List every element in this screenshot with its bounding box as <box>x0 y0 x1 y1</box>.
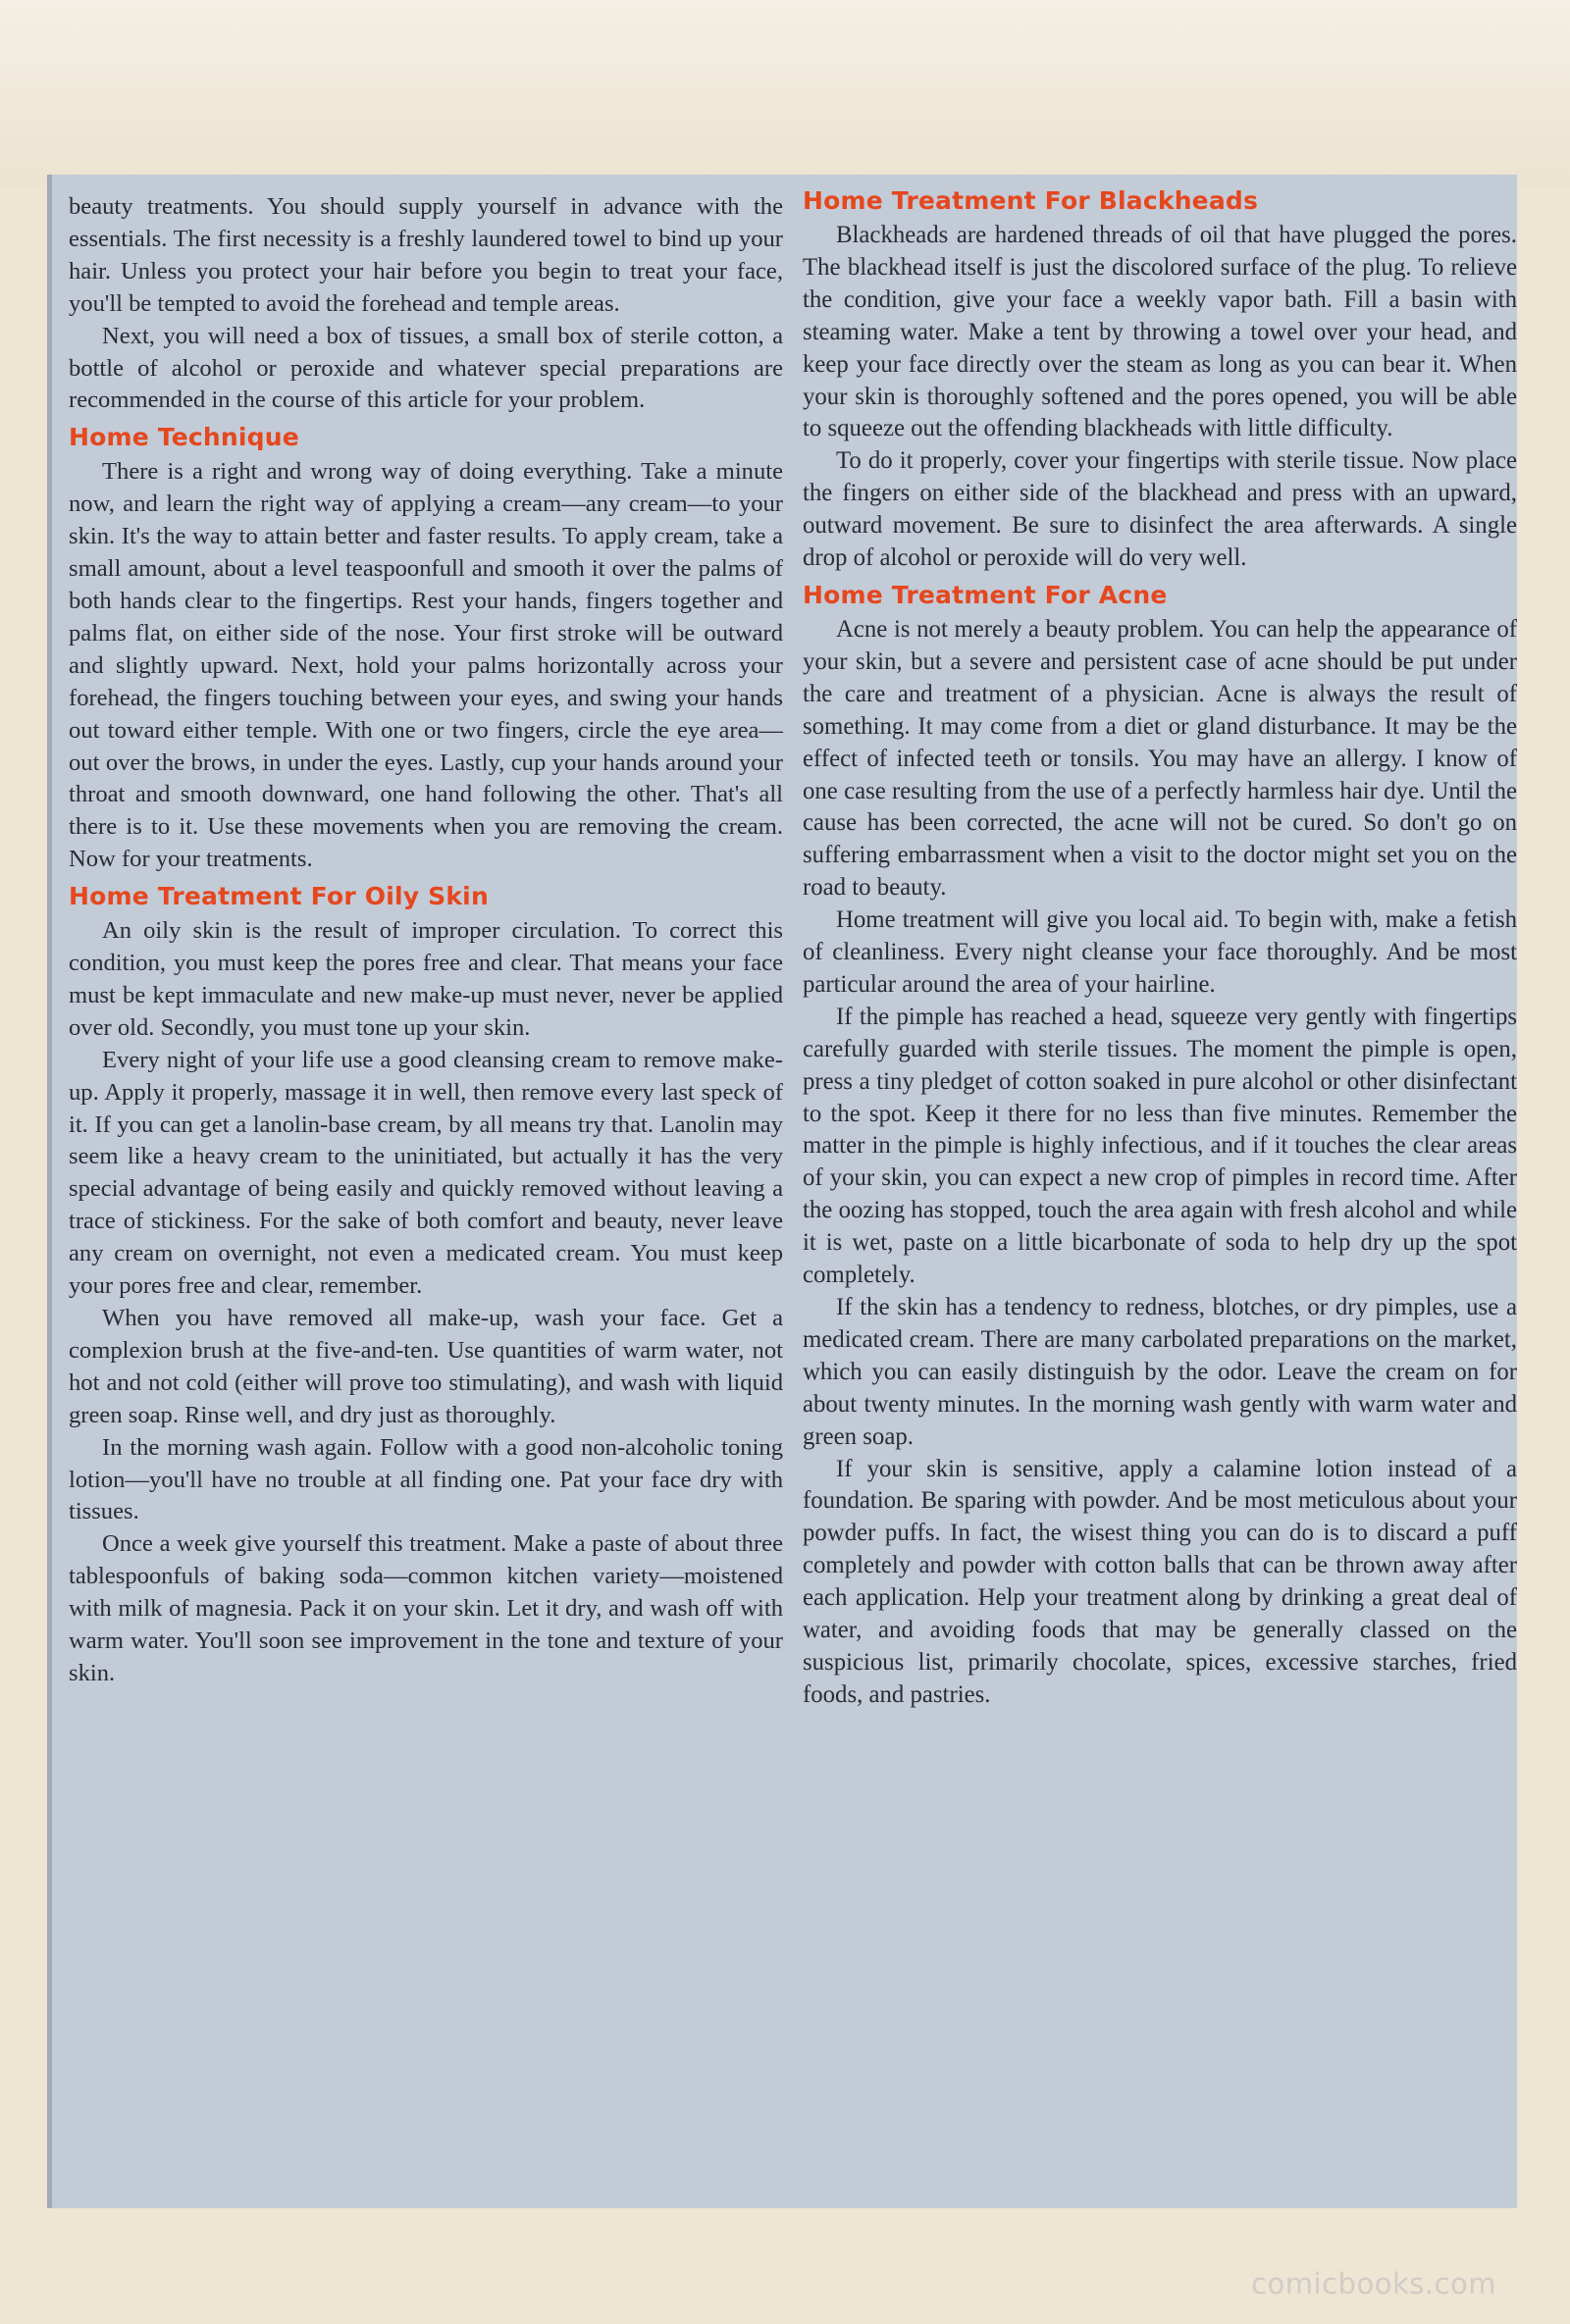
heading-blackheads: Home Treatment For Blackheads <box>803 186 1259 215</box>
paragraph: An oily skin is the result of improper circulation. To correct this condition, you must keep the pores free and clear. That means your face must be kept immaculate and new make-up must never, never be applied over old. Secondly, you must tone up your skin. <box>69 917 783 1041</box>
paragraph: Home treatment will give you local aid. To begin with, make a fetish of cleanliness. Every night cleanse your face thoroughly. And be most particular around the area of your hairline. <box>803 906 1517 998</box>
paragraph: If the pimple has reached a head, squeeze very gently with fingertips carefully guarded with sterile tissues. The moment the pimple is open, press a tiny pledget of cotton soaked in pure alcohol or other disinfectant to the spot. Keep it there for no less than five minutes. Remember the matter in the pimple is highly infectious, and if it touches the clear areas of your skin, you can expect a new crop of pimples in record time. After the oozing has stopped, touch the area again with fresh alcohol and while it is wet, paste on a little bicarbonate of soda to help dry up the spot completely. <box>803 1003 1517 1289</box>
paragraph: Every night of your life use a good cleansing cream to remove make-up. Apply it properly, massage it in well, then remove every last speck of it. If you can get a lanolin-base cream, by all means try that. Lanolin may seem like a heavy cream to the uninitiated, but actually it has the very special advantage of being easily and quickly removed without leaving a trace of stickiness. For the sake of both comfort and beauty, never leave any cream on overnight, not even a medicated cream. You must keep your pores free and clear, remember. <box>69 1046 783 1300</box>
paragraph: Blackheads are hardened threads of oil that have plugged the pores. The blackhead itself is just the discolored surface of the plug. To relieve the condition, give your face a weekly vapor bath. Fill a basin with steaming water. Make a tent by throwing a towel over your head, and keep your face directly over the steam as long as you can bear it. When your skin is thoroughly softened and the pores opened, you will be able to squeeze out the offending blackheads with little difficulty. <box>803 222 1517 442</box>
paragraph: Acne is not merely a beauty problem. You can help the appearance of your skin, but a severe and persistent case of acne should be put under the care and treatment of a physician. Acne is always the result of something. It may come from a diet or gland disturbance. It may be the effect of infected teeth or tonsils. You may have an allergy. I know of one case resulting from the use of a perfectly harmless hair dye. Until the cause has been corrected, the acne will not be cured. So don't go on suffering embarrassment when a visit to the doctor might set you on the road to beauty. <box>803 615 1517 902</box>
paragraph: In the morning wash again. Follow with a good non-alcoholic toning lotion—you'll have no trouble at all finding one. Pat your face dry with tissues. <box>69 1433 783 1525</box>
paragraph: There is a right and wrong way of doing everything. Take a minute now, and learn the right way of applying a cream—any cream—to your skin. It's the way to attain better and faster results. To apply cream, take a small amount, about a level teaspoonfull and smooth it over the palms of both hands clear to the fingertips. Rest your hands, fingers together and palms flat, on either side of the nose. Your first stroke will be outward and slightly upward. Next, hold your palms horizontally across your forehead, the fingers touching between your eyes, and swing your hands out toward either temple. With one or two fingers, circle the eye area—out over the brows, in under the eyes. Lastly, cup your hands around your throat and smooth downward, one hand following the other. That's all there is to it. Use these movements when you are removing the cream. Now for your treatments. <box>69 458 783 873</box>
right-column <box>803 184 1517 1712</box>
paragraph: If your skin is sensitive, apply a calamine lotion instead of a foundation. Be sparing with powder. And be most meticulous about your powder puffs. In fact, the wisest thing you can do is to discard a puff completely and powder with cotton balls that can be thrown away after each application. Help your treatment along by drinking a great deal of water, and avoiding foods that may be generally classed on the suspicious list, primarily chocolate, spices, excessive starches, fried foods, and pastries. <box>803 1455 1517 1708</box>
watermark: comicbooks.com <box>1251 2267 1496 2300</box>
paragraph: To do it properly, cover your fingertips with sterile tissue. Now place the fingers on either side of the blackhead and press with an upward, outward movement. Be sure to disinfect the area afterwards. A single drop of alcohol or peroxide will do very well. <box>803 447 1517 572</box>
paragraph: beauty treatments. You should supply yourself in advance with the essentials. The first necessity is a freshly laundered towel to bind up your hair. Unless you protect your hair before you begin to treat your face, you'll be tempted to avoid the forehead and temple areas. <box>69 193 783 317</box>
heading-home-technique: Home Technique <box>69 423 299 452</box>
paragraph: When you have removed all make-up, wash your face. Get a complexion brush at the five-and-ten. Use quantities of warm water, not hot and not cold (either will prove too stimulating), and wash with liquid green soap. Rinse well, and dry just as thoroughly. <box>69 1305 783 1428</box>
left-column <box>69 191 783 1690</box>
paragraph: Next, you will need a box of tissues, a small box of sterile cotton, a bottle of alcohol or peroxide and whatever special preparations are recommended in the course of this article for your problem. <box>69 322 783 414</box>
heading-acne: Home Treatment For Acne <box>803 580 1168 609</box>
paragraph: Once a week give yourself this treatment. Make a paste of about three tablespoonfuls of baking soda—common kitchen variety—moistened with milk of magnesia. Pack it on your skin. Let it dry, and wash off with warm water. You'll soon see improvement in the tone and texture of your skin. <box>69 1530 783 1686</box>
paper-margin <box>0 0 1570 186</box>
heading-oily-skin: Home Treatment For Oily Skin <box>69 882 489 911</box>
paragraph: If the skin has a tendency to redness, blotches, or dry pimples, use a medicated cream. There are many carbolated preparations on the market, which you can easily distinguish by the odor. Leave the cream on for about twenty minutes. In the morning wash gently with warm water and green soap. <box>803 1294 1517 1450</box>
